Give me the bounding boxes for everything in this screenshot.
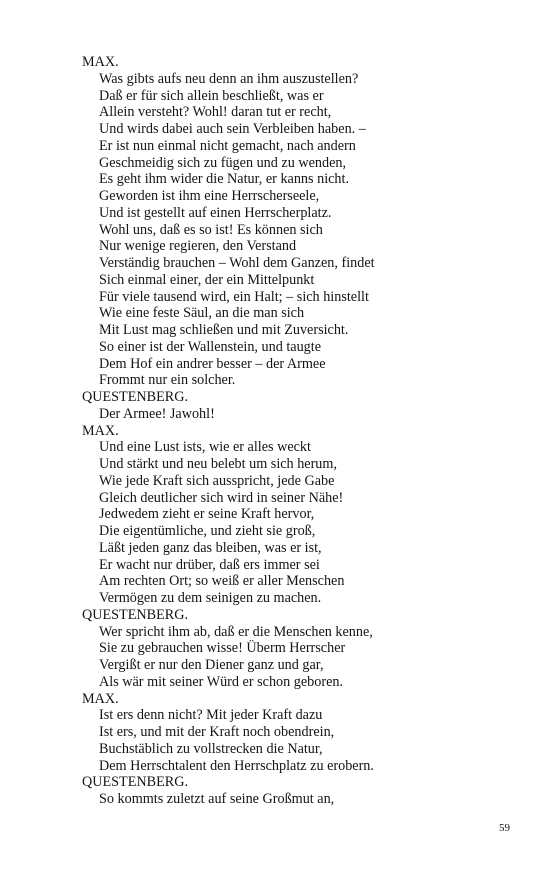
verse-line: Vergißt er nur den Diener ganz und gar, [99,657,324,673]
speaker-name: MAX. [82,690,119,707]
verse-line: Daß er für sich allein beschließt, was er [99,87,324,104]
verse-line: Verständig brauchen – Wohl dem Ganzen, findet [99,255,375,271]
verse-line: Ist ers, und mit der Kraft noch obendrein, [99,724,335,740]
verse-line: Als wär mit seiner Würd er schon geboren. [99,673,344,690]
verse-line: Und wirds dabei auch sein Verbleiben haben. – [99,121,366,137]
speaker-name: QUESTENBERG. [82,774,189,791]
dialogue-block-questenberg-2 [82,607,522,691]
verse-line: Läßt jeden ganz das bleiben, was er ist, [99,539,322,556]
verse-line: Jedwedem zieht er seine Kraft hervor, [99,506,315,523]
verse-line: Er wacht nur drüber, daß ers immer sei [99,556,320,573]
verse-line: Frommt nur ein solcher. [99,372,236,389]
speaker-name: QUESTENBERG. [82,606,189,623]
verse-line: Er ist nun einmal nicht gemacht, nach andern [99,137,356,154]
speaker-name: QUESTENBERG. [82,389,189,405]
verse-line: Gleich deutlicher sich wird in seiner Nähe! [99,489,344,506]
verse-line: Buchstäblich zu vollstrecken die Natur, [99,740,323,757]
verse-line: Mit Lust mag schließen und mit Zuversicht. [99,322,349,338]
speaker-name: MAX. [82,422,119,439]
verse-line: Es geht ihm wider die Natur, er kanns nicht. [99,171,350,188]
verse-line: So kommts zuletzt auf seine Großmut an, [99,791,335,807]
verse-line: Allein versteht? Wohl! daran tut er recht, [99,104,332,121]
verse-line: Dem Hof ein andrer besser – der Armee [99,355,326,372]
page-body [82,54,522,808]
verse-line: So einer ist der Wallenstein, und taugte [99,338,321,355]
verse-line: Ist ers denn nicht? Mit jeder Kraft dazu [99,707,323,724]
verse-line: Sich einmal einer, der ein Mittelpunkt [99,271,315,288]
verse-line: Am rechten Ort; so weiß er aller Menschen [99,573,345,590]
verse-line: Für viele tausend wird, ein Halt; – sich hinstellt [99,288,369,305]
verse-line: Dem Herrschtalent den Herrschplatz zu erobern. [99,757,374,774]
verse-line: Die eigentümliche, und zieht sie groß, [99,523,316,539]
verse-line: Wie eine feste Säul, an die man sich [99,305,305,322]
page-number: 59 [499,822,510,834]
verse-line: Wer spricht ihm ab, daß er die Menschen kenne, [99,623,373,640]
dialogue-block-max-1 [82,54,522,389]
verse-line: Nur wenige regieren, den Verstand [99,238,297,255]
speaker-name: MAX. [82,54,119,70]
dialogue-block-max-3 [82,691,522,775]
dialogue-block-max-2 [82,423,522,607]
verse-line: Und eine Lust ists, wie er alles weckt [99,439,311,456]
verse-line: Und ist gestellt auf einen Herrscherplatz. [99,204,332,221]
verse-line: Geschmeidig sich zu fügen und zu wenden, [99,154,347,171]
verse-line: Geworden ist ihm eine Herrscherseele, [99,188,320,204]
verse-line: Und stärkt und neu belebt um sich herum, [99,456,337,472]
verse-line: Wohl uns, daß es so ist! Es können sich [99,221,323,238]
verse-line: Was gibts aufs neu denn an ihm auszustellen? [99,70,359,87]
verse-line: Der Armee! Jawohl! [99,405,215,422]
dialogue-block-questenberg-1 [82,389,522,423]
verse-line: Sie zu gebrauchen wisse! Überm Herrscher [99,640,346,657]
verse-line: Vermögen zu dem seinigen zu machen. [99,590,322,606]
dialogue-block-questenberg-3 [82,774,522,808]
verse-line: Wie jede Kraft sich ausspricht, jede Gabe [99,472,335,489]
